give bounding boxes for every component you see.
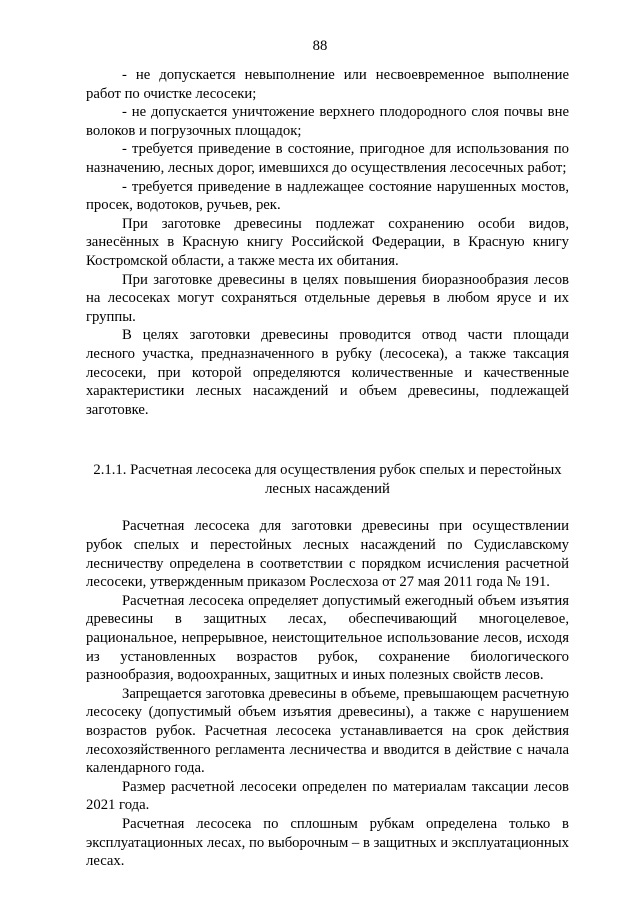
spacer xyxy=(86,419,569,461)
paragraph: - требуется приведение в состояние, пригодное для использования по назначению, лесных дорог, имевшихся до осуществления лесосечных работ; xyxy=(86,141,569,176)
paragraph: - не допускается уничтожение верхнего плодородного слоя почвы вне волоков и погрузочных площадок; xyxy=(86,104,569,139)
paragraph: При заготовке древесины подлежат сохранению особи видов, занесённых в Красную книгу Российской Федерации, в Красную книгу Костромской области, а также места их обитания. xyxy=(86,215,569,269)
paragraph: При заготовке древесины в целях повышения биоразнообразия лесов на лесосеках могут сохраняться отдельные деревья в любом ярусе и их группы. xyxy=(86,271,569,325)
paragraph: - требуется приведение в надлежащее состояние нарушенных мостов, просек, водотоков, ручьев, рек. xyxy=(86,178,569,214)
paragraph: В целях заготовки древесины проводится отвод части площади лесного участка, предназначенного в рубку (лесосека), а также таксация лесосеки, при которой определяются количественные и качественные характеристики лесных насаждений и объем древесины, подлежащей заготовке. xyxy=(86,327,569,418)
paragraph: Расчетная лесосека по сплошным рубкам определена только в эксплуатационных лесах, по выборочным – в защитных и эксплуатационных лесах. xyxy=(86,815,569,870)
paragraph: Размер расчетной лесосеки определен по материалам таксации лесов 2021 года. xyxy=(86,778,569,814)
page-number: 88 xyxy=(312,38,328,54)
document-body xyxy=(86,66,569,871)
paragraph: Расчетная лесосека для заготовки древесины при осуществлении рубок спелых и перестойных лесных насаждений по Судиславскому лесничеству определена в соответствии с порядком исчисления расчетной лесосеки, утвержденным приказом Рослесхоза от 27 мая 2011 года № 191. xyxy=(86,518,569,591)
paragraph: - не допускается невыполнение или несвоевременное выполнение работ по очистке лесосеки; xyxy=(86,67,569,102)
section-heading: 2.1.1. Расчетная лесосека для осуществления рубок спелых и перестойных лесных насаждений xyxy=(93,462,562,497)
paragraph: Запрещается заготовка древесины в объеме, превышающем расчетную лесосеку (допустимый объем изъятия древесины), а также с нарушением возрастов рубок. Расчетная лесосека устанавливается на срок действия лесохозяйственного регламента лесничества и вводится в действие с начала календарного года. xyxy=(86,685,569,777)
paragraph: Расчетная лесосека определяет допустимый ежегодный объем изъятия древесины в защитных лесах, обеспечивающий многоцелевое, рациональное, непрерывное, неистощительное использование лесов, исходя из установленных возрастов рубок, сохранение биологического разнообразия, водоохранных, защитных и иных полезных свойств лесов. xyxy=(86,592,569,684)
spacer xyxy=(86,498,569,517)
